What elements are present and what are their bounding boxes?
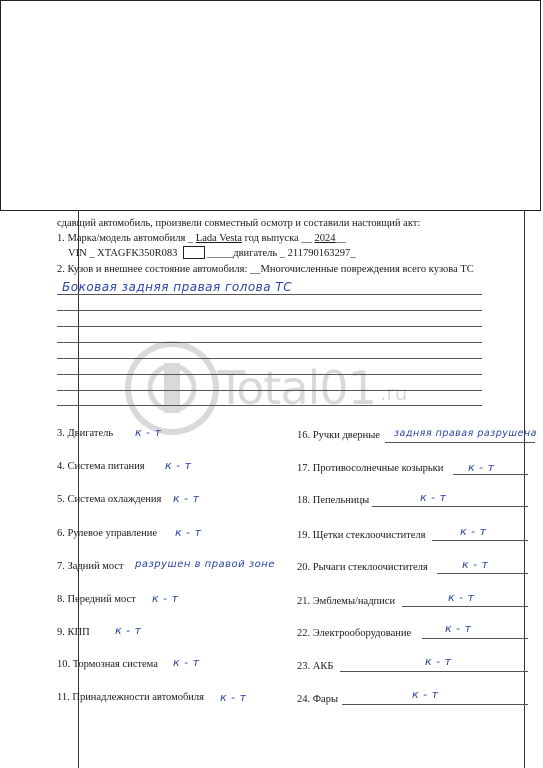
item-4-label: 4. Система питания	[57, 461, 145, 472]
year-value: 2024	[314, 233, 336, 244]
item-24-note: к - т	[412, 688, 439, 701]
item-8-label: 8. Передний мост	[57, 594, 136, 605]
year-label: год выпуска __	[244, 233, 312, 244]
item-3-label: 3. Двигатель	[57, 428, 114, 439]
engine-value: 211790163297	[287, 248, 351, 259]
watermark	[122, 333, 442, 443]
item-17-label: 17. Противосолнечные козырьки	[297, 463, 444, 474]
item-18-label: 18. Пепельницы	[297, 495, 370, 506]
item-6-note: к - т	[175, 526, 202, 539]
item-18-rule	[372, 506, 528, 507]
item-23-note: к - т	[425, 655, 452, 668]
item-16-label: 16. Ручки дверные	[297, 430, 380, 441]
body-rule-8	[57, 405, 482, 406]
body-rule-5	[57, 358, 482, 359]
watermark-brand: Total01	[217, 361, 376, 415]
item-7-label: 7. Задний мост	[57, 561, 124, 572]
item-3-note: к - т	[135, 426, 162, 439]
engine-suffix: _	[350, 248, 356, 259]
year-suffix: __	[335, 233, 346, 244]
item-11-note: к - т	[220, 691, 247, 704]
engine-line	[207, 248, 356, 260]
engine-label: _____двигатель _	[207, 248, 286, 259]
redacted-header-box	[0, 0, 541, 211]
item-21-label: 21. Эмблемы/надписи	[297, 596, 396, 607]
item-21-note: к - т	[448, 591, 475, 604]
make-model-line	[57, 233, 346, 245]
item-20-rule	[437, 573, 528, 574]
item-19-note: к - т	[460, 525, 487, 538]
item-19-rule	[432, 540, 528, 541]
body-condition-label: 2. Кузов и внешнее состояние автомобиля: __	[57, 264, 261, 275]
item-17-rule	[453, 474, 528, 475]
item-5-note: к - т	[173, 492, 200, 505]
right-margin-line	[524, 211, 525, 768]
item-9-label: 9. КПП	[57, 627, 90, 638]
body-condition-line	[57, 264, 474, 276]
item-21-rule	[402, 606, 528, 607]
item-23-label: 23. АКБ	[297, 661, 334, 672]
body-rule-2	[57, 310, 482, 311]
item-23-rule	[340, 671, 528, 672]
body-rule-4	[57, 342, 482, 343]
item-20-label: 20. Рычаги стеклоочистителя	[297, 562, 428, 573]
item-8-note: к - т	[152, 592, 179, 605]
body-handwritten-note: Боковая задняя правая голова ТС	[62, 280, 293, 294]
item-17-note: к - т	[468, 461, 495, 474]
item-24-rule	[342, 704, 528, 705]
body-rule-6	[57, 374, 482, 375]
item-16-note: задняя правая разрушена	[394, 428, 537, 439]
item-22-note: к - т	[445, 622, 472, 635]
item-18-note: к - т	[420, 491, 447, 504]
item-7-note: разрушен в правой зоне	[135, 559, 275, 570]
vin-label: VIN _	[68, 248, 95, 259]
watermark-tld: .ru	[380, 381, 408, 405]
item-5-label: 5. Система охлаждения	[57, 494, 162, 505]
body-rule-7	[57, 390, 482, 391]
item-24-label: 24. Фары	[297, 694, 339, 705]
intro-text: сдавщий автомобиль, произвели совместный осмотр и составили настоящий акт:	[57, 218, 421, 229]
item-20-note: к - т	[462, 558, 489, 571]
make-model-value: Lada Vesta	[195, 233, 242, 244]
item-10-note: к - т	[173, 656, 200, 669]
body-rule-1	[57, 294, 482, 295]
vin-redaction-box	[183, 246, 205, 259]
item-6-label: 6. Рулевое управление	[57, 528, 157, 539]
item-11-label: 11. Принадлежности автомобиля	[57, 692, 204, 703]
item-22-label: 22. Электрооборудование	[297, 628, 412, 639]
vin-value: XTAGFK350R083	[97, 248, 178, 259]
item-4-note: к - т	[165, 459, 192, 472]
item-9-note: к - т	[115, 624, 142, 637]
body-rule-3	[57, 326, 482, 327]
body-condition-value: Многочисленные повреждения всего кузова ТС	[260, 264, 474, 275]
item-16-rule	[385, 442, 535, 443]
item-19-label: 19. Щетки стеклоочистителя	[297, 530, 426, 541]
item-10-label: 10. Тормозная система	[57, 659, 158, 670]
vin-line	[68, 248, 177, 260]
make-model-label: 1. Марка/модель автомобиля _	[57, 233, 194, 244]
item-22-rule	[422, 638, 528, 639]
